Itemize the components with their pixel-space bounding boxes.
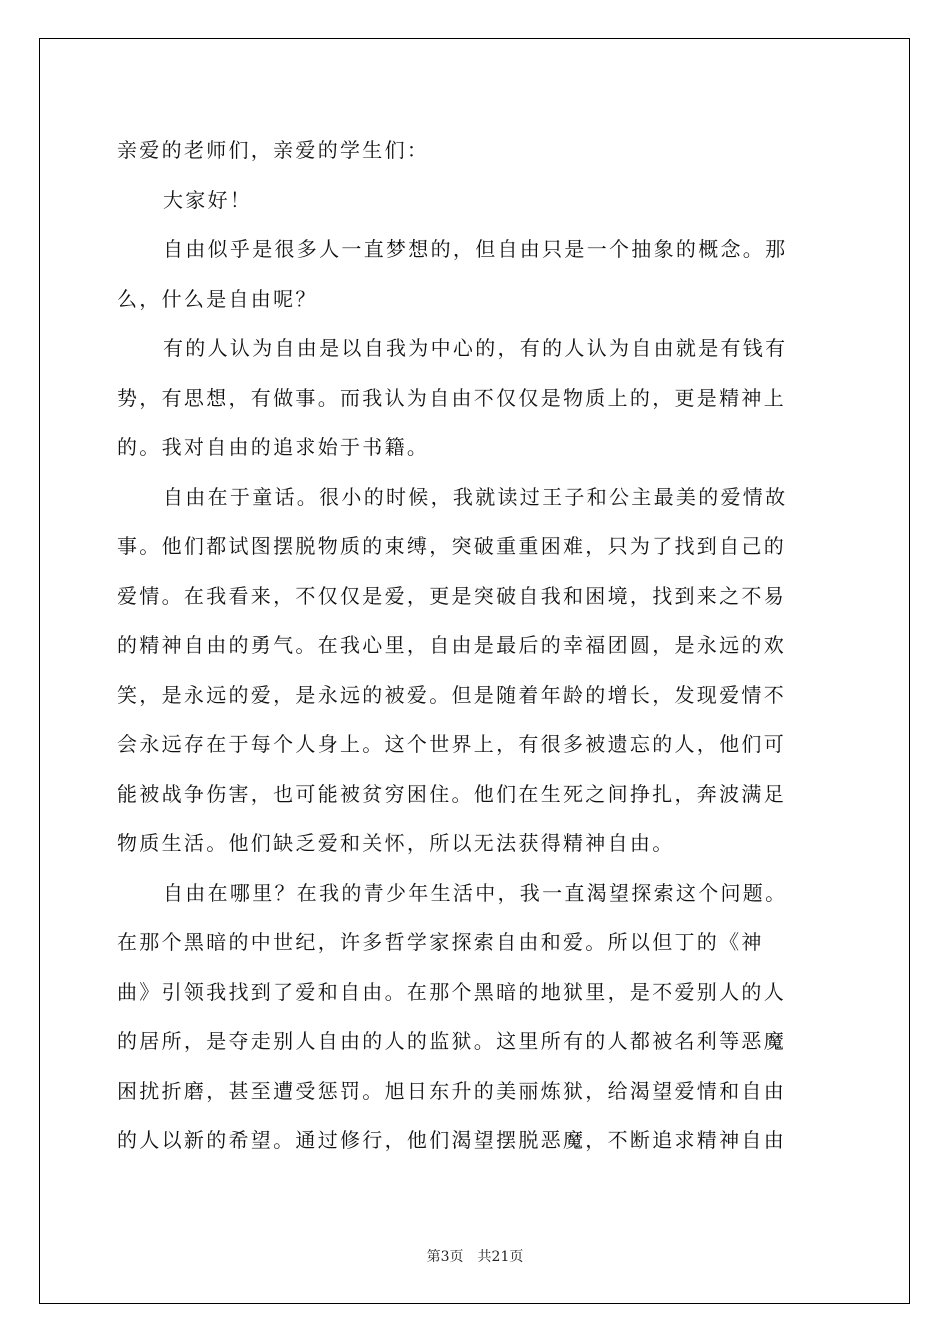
text-line: 曲》引领我找到了爱和自由。在那个黑暗的地狱里，是不爱别人的人 (117, 979, 786, 1004)
text-line: 的居所，是夺走别人自由的人的监狱。这里所有的人都被名利等恶魔 (117, 1029, 786, 1053)
text-line: 会永远存在于每个人身上。这个世界上，有很多被遗忘的人，他们可 (117, 732, 786, 756)
text-line: 的。我对自由的追求始于书籍。 (117, 435, 430, 459)
text-line: 事。他们都试图摆脱物质的束缚，突破重重困难，只为了找到自己的 (117, 534, 786, 558)
text-line: 势，有思想，有做事。而我认为自由不仅仅是物质上的，更是精神上 (117, 385, 786, 410)
text-line: 的精神自由的勇气。在我心里，自由是最后的幸福团圆，是永远的欢 (117, 633, 786, 657)
text-line: 自由似乎是很多人一直梦想的，但自由只是一个抽象的概念。那 (163, 237, 788, 261)
text-line: 困扰折磨，甚至遭受惩罚。旭日东升的美丽炼狱，给渴望爱情和自由 (117, 1078, 786, 1103)
text-line: 的人以新的希望。通过修行，他们渴望摆脱恶魔，不断追求精神自由 (117, 1128, 786, 1152)
text-line: 物质生活。他们缺乏爱和关怀，所以无法获得精神自由。 (117, 831, 675, 855)
text-line: 能被战争伤害，也可能被贫穷困住。他们在生死之间挣扎，奔波满足 (117, 781, 786, 806)
text-line: 自由在于童话。很小的时候，我就读过王子和公主最美的爱情故 (163, 484, 788, 509)
text-line: 自由在哪里？在我的青少年生活中，我一直渴望探索这个问题。 (163, 880, 788, 905)
text-line: 笑，是永远的爱，是永远的被爱。但是随着年龄的增长，发现爱情不 (117, 682, 786, 707)
text-line: 有的人认为自由是以自我为中心的，有的人认为自由就是有钱有 (163, 336, 788, 360)
text-line: 大家好！ (163, 187, 253, 212)
page-number-footer: 第3页 共21页 (426, 1249, 524, 1265)
text-line: 爱情。在我看来，不仅仅是爱，更是突破自我和困境，找到来之不易 (117, 583, 786, 608)
text-line: 在那个黑暗的中世纪，许多哲学家探索自由和爱。所以但丁的《神 (117, 930, 764, 954)
document-body (117, 126, 837, 1166)
text-line: 么，什么是自由呢？ (117, 286, 318, 311)
text-line: 亲爱的老师们，亲爱的学生们： (117, 138, 430, 162)
